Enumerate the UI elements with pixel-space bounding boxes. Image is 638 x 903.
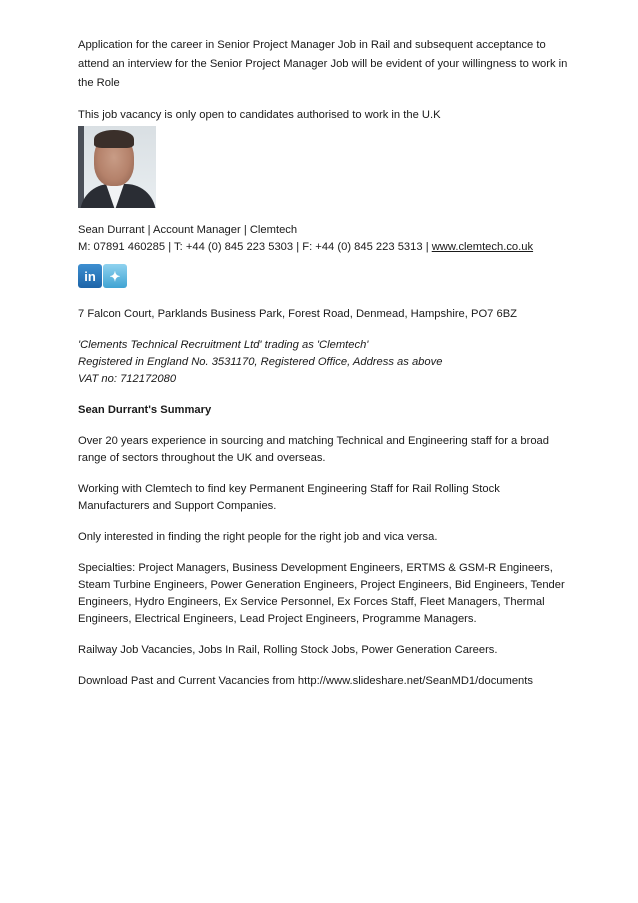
contact-phone-line xyxy=(78,239,568,256)
download-paragraph: Download Past and Current Vacancies from http://www.slideshare.net/SeanMD1/documents xyxy=(78,675,533,687)
contact-name-line: Sean Durrant | Account Manager | Clemtech xyxy=(78,224,298,236)
working-with-paragraph: Working with Clemtech to find key Permanent Engineering Staff for Rail Rolling Stock Manufacturers and Support Companies. xyxy=(78,483,500,512)
phone-fax-text: M: 07891 460285 | T: +44 (0) 845 223 5303 | F: +44 (0) 845 223 5313 | xyxy=(78,241,432,253)
eligibility-paragraph: This job vacancy is only open to candidates authorised to work in the U.K xyxy=(78,109,441,121)
interest-paragraph: Only interested in finding the right people for the right job and vica versa. xyxy=(78,531,438,543)
document-page xyxy=(78,36,568,690)
application-paragraph: Application for the career in Senior Project Manager Job in Rail and subsequent acceptance to attend an interview for the Senior Project Manager Job will be evident of your willingness to work in the Role xyxy=(78,39,568,89)
summary-heading: Sean Durrant's Summary xyxy=(78,404,212,416)
social-icons xyxy=(78,264,568,288)
categories-paragraph: Railway Job Vacancies, Jobs In Rail, Rolling Stock Jobs, Power Generation Careers. xyxy=(78,644,498,656)
trading-as-line: 'Clements Technical Recruitment Ltd' trading as 'Clemtech' xyxy=(78,339,369,351)
twitter-icon[interactable]: ✦ xyxy=(103,264,127,288)
profile-photo xyxy=(78,126,156,208)
linkedin-icon[interactable]: in xyxy=(78,264,102,288)
specialties-paragraph: Specialties: Project Managers, Business Development Engineers, ERTMS & GSM-R Engineers, Steam Turbine Engineers, Power Generation Engineers, Project Engineers, Bid Engineers, Tender Engineers, Hydro Engineers, Ex Service Personnel, Ex Forces Staff, Fleet Managers, Thermal Engineers, Electrical Engineers, Lead Project Engineers, Programme Managers. xyxy=(78,562,565,625)
vat-line: VAT no: 712172080 xyxy=(78,373,177,385)
registration-line: Registered in England No. 3531170, Registered Office, Address as above xyxy=(78,356,443,368)
website-link[interactable]: www.clemtech.co.uk xyxy=(431,241,534,253)
address-line: 7 Falcon Court, Parklands Business Park, Forest Road, Denmead, Hampshire, PO7 6BZ xyxy=(78,308,517,320)
experience-paragraph: Over 20 years experience in sourcing and matching Technical and Engineering staff for a broad range of sectors throughout the UK and overseas. xyxy=(78,435,549,464)
